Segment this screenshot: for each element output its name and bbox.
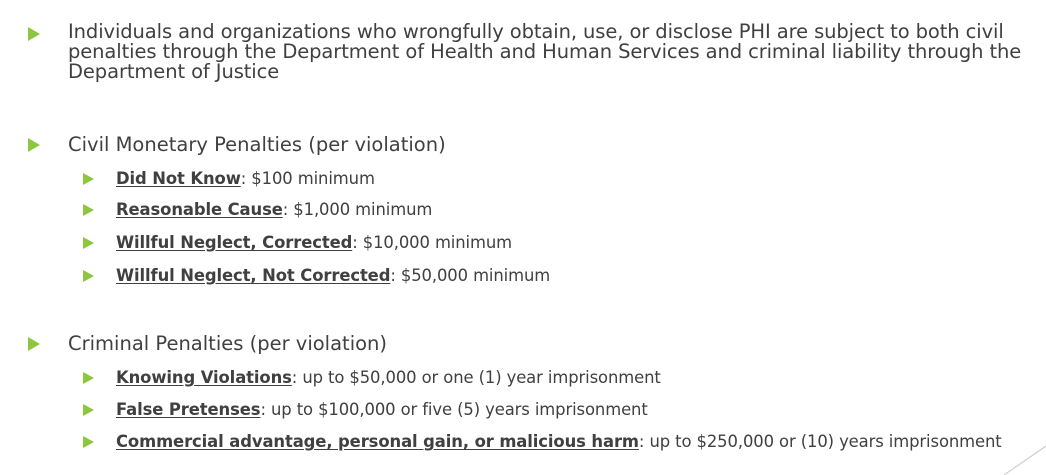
bullet-icon — [83, 404, 94, 416]
criminal-item — [116, 399, 648, 421]
penalty-detail: : up to $250,000 or (10) years imprisonment — [638, 432, 1002, 451]
civil-item — [116, 168, 375, 190]
penalty-detail: : $10,000 minimum — [352, 233, 513, 252]
criminal-item — [116, 431, 1002, 453]
intro-line: penalties through the Department of Health and Human Services and criminal liability through the — [68, 40, 1022, 63]
bullet-icon — [28, 337, 40, 351]
penalty-term: Willful Neglect, Corrected — [116, 233, 353, 252]
bullet-icon — [28, 138, 40, 152]
penalty-term: False Pretenses — [116, 400, 261, 419]
bullet-icon — [28, 27, 40, 41]
bullet-icon — [83, 270, 94, 282]
penalty-term: Knowing Violations — [116, 368, 292, 387]
penalty-detail: : $50,000 minimum — [390, 266, 551, 285]
bullet-icon — [83, 372, 94, 384]
bullet-icon — [83, 237, 94, 249]
penalty-detail: : $100 minimum — [240, 169, 375, 188]
penalty-term: Did Not Know — [116, 169, 241, 188]
civil-heading: Civil Monetary Penalties (per violation) — [68, 133, 446, 156]
civil-item — [116, 265, 550, 287]
penalty-term: Commercial advantage, personal gain, or malicious harm — [116, 432, 639, 451]
civil-item — [116, 232, 512, 254]
criminal-item — [116, 367, 661, 389]
intro-line: Individuals and organizations who wrongfully obtain, use, or disclose PHI are subject to both civil — [68, 20, 1004, 43]
intro-line: Department of Justice — [68, 60, 280, 83]
bullet-icon — [83, 204, 94, 216]
penalty-detail: : up to $50,000 or one (1) year imprisonment — [291, 368, 661, 387]
criminal-heading: Criminal Penalties (per violation) — [68, 332, 388, 355]
civil-item — [116, 199, 432, 221]
bullet-icon — [83, 173, 94, 185]
intro-paragraph — [68, 22, 1021, 82]
penalty-detail: : up to $100,000 or five (5) years imprisonment — [260, 400, 648, 419]
penalty-term: Willful Neglect, Not Corrected — [116, 266, 391, 285]
penalty-detail: : $1,000 minimum — [282, 200, 433, 219]
bullet-icon — [83, 436, 94, 448]
penalty-term: Reasonable Cause — [116, 200, 283, 219]
